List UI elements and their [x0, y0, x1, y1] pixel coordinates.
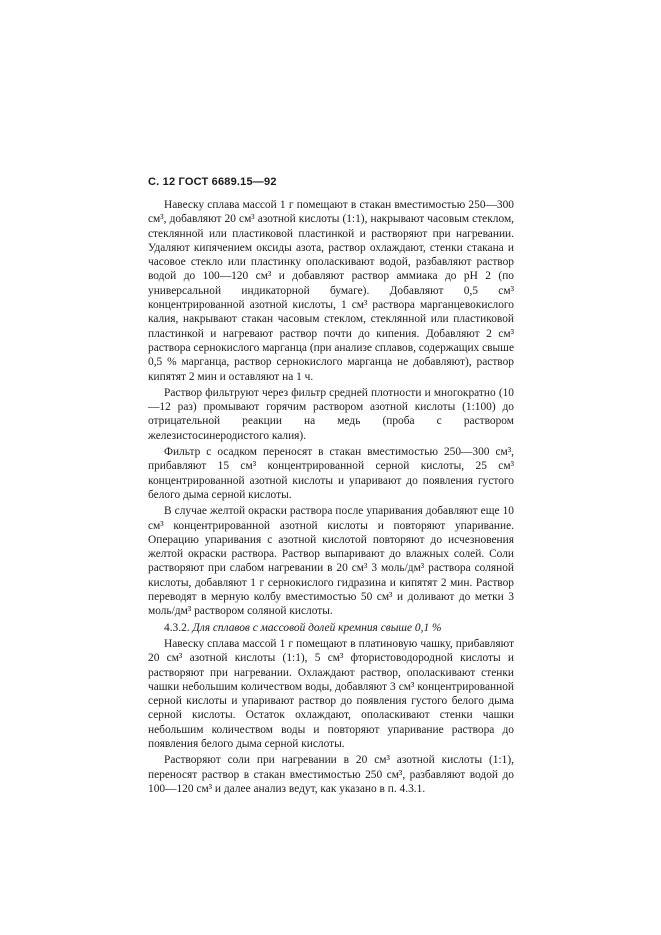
paragraph-1: Навеску сплава массой 1 г помещают в стакан вместимостью 250—300 см³, добавляют 20 см³ азотной кислоты (1:1), накрывают часовым стеклом, стеклянной или пластиковой пластинкой и растворяют при нагревании. Удаляют кипячением оксиды азота, раствор охлаждают, стенки стакана и часовое стекло или пластинку ополаскивают водой, разбавляют раствор водой до 100—120 см³ и добавляют раствор аммиака до рН 2 (по универсальной индикаторной бумаге). Добавляют 0,5 см³ концентрированной азотной кислоты, 1 см³ раствора марганцевокислого калия, накрывают стакан часовым стеклом, стеклянной или пластиковой пластинкой и нагревают раствор почти до кипения. Добавляют 2 см³ раствора сернокислого марганца (при анализе сплавов, содержащих свыше 0,5 % марганца, раствор сернокислого марганца не добавляют), раствор кипятят 2 мин и оставляют на 1 ч.	[148, 199, 515, 383]
document-body	[148, 198, 514, 798]
subsection-heading	[148, 621, 514, 635]
paragraph-2: Раствор фильтруют через фильтр средней плотности и многократно (10—12 раз) промывают горячим раствором азотной кислоты (1:100) до отрицательной реакции на медь (проба с раствором железистосинеродистого калия).	[148, 386, 514, 442]
paragraph-3: Фильтр с осадком переносят в стакан вместимостью 250—300 см³, прибавляют 15 см³ концентрированной серной кислоты, 25 см³ концентрированной азотной кислоты и упаривают до появления густого белого дыма серной кислоты.	[148, 446, 514, 501]
paragraph-5: Навеску сплава массой 1 г помещают в платиновую чашку, прибавляют 20 см³ азотной кислоты (1:1), 5 см³ фтористоводородной кислоты и растворяют при нагревании. Охлаждают раствор, ополаскивают стенки чашки небольшим количеством воды, добавляют 3 см³ концентрированной серной кислоты и упаривают раствор до появления густого белого дыма серной кислоты. Остаток охлаждают, ополаскивают стенки чашки небольшим количеством воды и повторяют упаривание раствора до появления белого дыма серной кислоты.	[148, 637, 514, 750]
paragraph-4: В случае желтой окраски раствора после упаривания добавляют еще 10 см³ концентрированной азотной кислоты и повторяют упаривание. Операцию упаривания с азотной кислотой повторяют до исчезновения желтой окраски раствора. Раствор выпаривают до влажных солей. Соли растворяют при слабом нагревании в 20 см³ 3 моль/дм³ раствора соляной кислоты, добавляют 1 г сернокислого гидразина и кипятят 2 мин. Раствор переводят в мерную колбу вместимостью 50 см³ и доливают до метки 3 моль/дм³ раствором соляной кислоты.	[148, 505, 514, 618]
paragraph-6: Растворяют соли при нагревании в 20 см³ азотной кислоты (1:1), переносят раствор в стакан вместимостью 250 см³, разбавляют водой до 100—120 см³ и далее анализ ведут, как указано в п. 4.3.1.	[148, 754, 514, 795]
page-header: С. 12 ГОСТ 6689.15—92	[148, 176, 277, 188]
subsection-title: Для сплавов с массовой долей кремния свыше 0,1 %	[192, 621, 442, 634]
subsection-number: 4.3.2.	[164, 621, 190, 634]
